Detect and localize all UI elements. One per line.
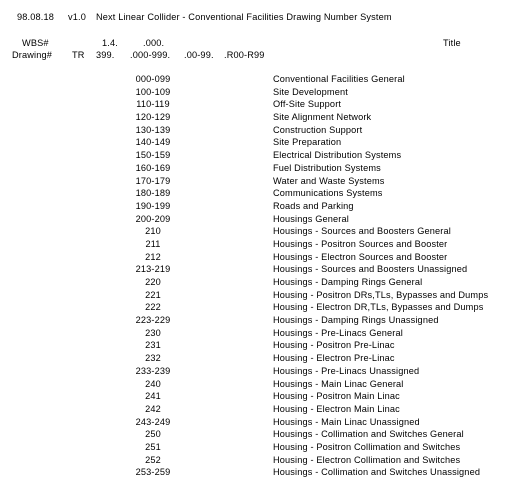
list-item xyxy=(0,340,524,353)
drawing-code: 212 xyxy=(145,251,161,262)
drawing-code: 120-129 xyxy=(135,112,171,123)
list-item xyxy=(0,87,524,100)
list-item xyxy=(0,74,524,87)
drawing-code: 242 xyxy=(145,403,161,414)
list-item xyxy=(0,150,524,163)
list-item xyxy=(0,455,524,468)
header-date: 98.08.18 xyxy=(17,12,54,22)
drawing-code: 221 xyxy=(145,289,161,300)
drawing-description: Housings - Sources and Boosters Unassigned xyxy=(273,264,468,275)
list-item xyxy=(0,277,524,290)
drawing-description: Housing - Electron Collimation and Switches xyxy=(273,454,461,465)
list-item xyxy=(0,99,524,112)
list-item xyxy=(0,417,524,430)
wbs-label: WBS# xyxy=(22,38,49,48)
list-item xyxy=(0,429,524,442)
drawing-description: Housings - Damping Rings Unassigned xyxy=(273,315,439,326)
drawing-code: 170-179 xyxy=(135,175,171,186)
list-item xyxy=(0,112,524,125)
drawing-description: Housings - Main Linac Unassigned xyxy=(273,416,420,427)
drawing-number-list xyxy=(0,74,524,480)
wbs-level2: .000. xyxy=(143,38,165,48)
drawing-range: .000-999. xyxy=(130,50,171,60)
drawing-code: 100-109 xyxy=(135,86,171,97)
list-item xyxy=(0,379,524,392)
document-title: Next Linear Collider - Conventional Facilities Drawing Number System xyxy=(96,12,392,22)
drawing-code: 213-219 xyxy=(135,264,171,275)
drawing-description: Electrical Distribution Systems xyxy=(273,150,402,161)
drawing-label: Drawing# xyxy=(12,50,53,60)
drawing-description: Housings General xyxy=(273,213,349,224)
header-version: v1.0 xyxy=(68,12,86,22)
drawing-code: 150-159 xyxy=(135,150,171,161)
drawing-description: Roads and Parking xyxy=(273,200,354,211)
drawing-description: Fuel Distribution Systems xyxy=(273,162,381,173)
drawing-description: Construction Support xyxy=(273,124,363,135)
drawing-description: Housing - Positron Pre-Linac xyxy=(273,340,395,351)
drawing-description: Housing - Electron Main Linac xyxy=(273,403,400,414)
drawing-description: Housings - Electron Sources and Booster xyxy=(273,251,448,262)
drawing-description: Housing - Positron Collimation and Switches xyxy=(273,441,461,452)
drawing-code: 180-189 xyxy=(135,188,171,199)
drawing-description: Site Preparation xyxy=(273,137,342,148)
drawing-revision: .R00-R99 xyxy=(224,50,265,60)
drawing-description: Off-Site Support xyxy=(273,99,342,110)
drawing-code: 220 xyxy=(145,277,161,287)
list-item xyxy=(0,125,524,138)
drawing-code: 200-209 xyxy=(135,213,171,224)
list-item xyxy=(0,188,524,201)
list-item xyxy=(0,328,524,341)
list-item xyxy=(0,302,524,315)
drawing-description: Housings - Positron Sources and Booster xyxy=(273,238,448,249)
drawing-description: Housing - Electron Pre-Linac xyxy=(273,353,395,364)
drawing-description: Housings - Collimation and Switches Unassigned xyxy=(273,467,481,478)
drawing-code: 210 xyxy=(145,226,161,237)
drawing-description: Communications Systems xyxy=(273,188,383,199)
drawing-description: Housings - Pre-Linacs Unassigned xyxy=(273,365,420,376)
list-item xyxy=(0,467,524,480)
drawing-description: Housings - Main Linac General xyxy=(273,378,404,389)
list-item xyxy=(0,353,524,366)
drawing-description: Conventional Facilities General xyxy=(273,74,405,84)
drawing-description: Housing - Electron DR,TLs, Bypasses and Dumps xyxy=(273,302,484,313)
drawing-description: Housings - Damping Rings General xyxy=(273,277,423,287)
list-item xyxy=(0,366,524,379)
drawing-sheet: .00-99. xyxy=(184,50,214,60)
drawing-code: 160-169 xyxy=(135,162,171,173)
drawing-code: 222 xyxy=(145,302,161,313)
list-item xyxy=(0,176,524,189)
list-item xyxy=(0,290,524,303)
list-item xyxy=(0,391,524,404)
drawing-code: 241 xyxy=(145,391,161,402)
drawing-prefix: TR xyxy=(72,50,85,60)
drawing-description: Housing - Positron Main Linac xyxy=(273,391,400,402)
drawing-code: 250 xyxy=(145,429,161,440)
drawing-description: Housings - Sources and Boosters General xyxy=(273,226,451,237)
drawing-code: 231 xyxy=(145,340,161,351)
drawing-description: Water and Waste Systems xyxy=(273,175,385,186)
drawing-description: Site Development xyxy=(273,86,348,97)
list-item xyxy=(0,264,524,277)
drawing-description: Site Alignment Network xyxy=(273,112,372,123)
drawing-code: 110-119 xyxy=(136,99,170,110)
drawing-description: Housings - Collimation and Switches General xyxy=(273,429,464,440)
drawing-project: 399. xyxy=(96,50,115,60)
wbs-level1: 1.4. xyxy=(102,38,118,48)
drawing-code: 140-149 xyxy=(135,137,171,148)
drawing-code: 211 xyxy=(145,238,161,249)
list-item xyxy=(0,442,524,455)
title-column-label: Title xyxy=(443,38,461,48)
list-item xyxy=(0,137,524,150)
drawing-code: 253-259 xyxy=(135,467,171,478)
drawing-description: Housings - Pre-Linacs General xyxy=(273,327,403,338)
drawing-code: 232 xyxy=(145,353,161,364)
drawing-description: Housing - Positron DRs,TLs, Bypasses and Dumps xyxy=(273,289,489,300)
drawing-code: 230 xyxy=(145,327,161,338)
list-item xyxy=(0,201,524,214)
drawing-code: 000-099 xyxy=(135,74,171,84)
list-item xyxy=(0,252,524,265)
drawing-code: 240 xyxy=(145,378,161,389)
drawing-code: 251 xyxy=(145,441,161,452)
list-item xyxy=(0,404,524,417)
drawing-code: 252 xyxy=(145,454,161,465)
drawing-code: 233-239 xyxy=(135,365,171,376)
list-item xyxy=(0,214,524,227)
list-item xyxy=(0,163,524,176)
list-item xyxy=(0,226,524,239)
drawing-code: 190-199 xyxy=(135,200,171,211)
drawing-code: 223-229 xyxy=(135,315,171,326)
drawing-code: 130-139 xyxy=(135,124,171,135)
list-item xyxy=(0,239,524,252)
drawing-code: 243-249 xyxy=(135,416,171,427)
list-item xyxy=(0,315,524,328)
